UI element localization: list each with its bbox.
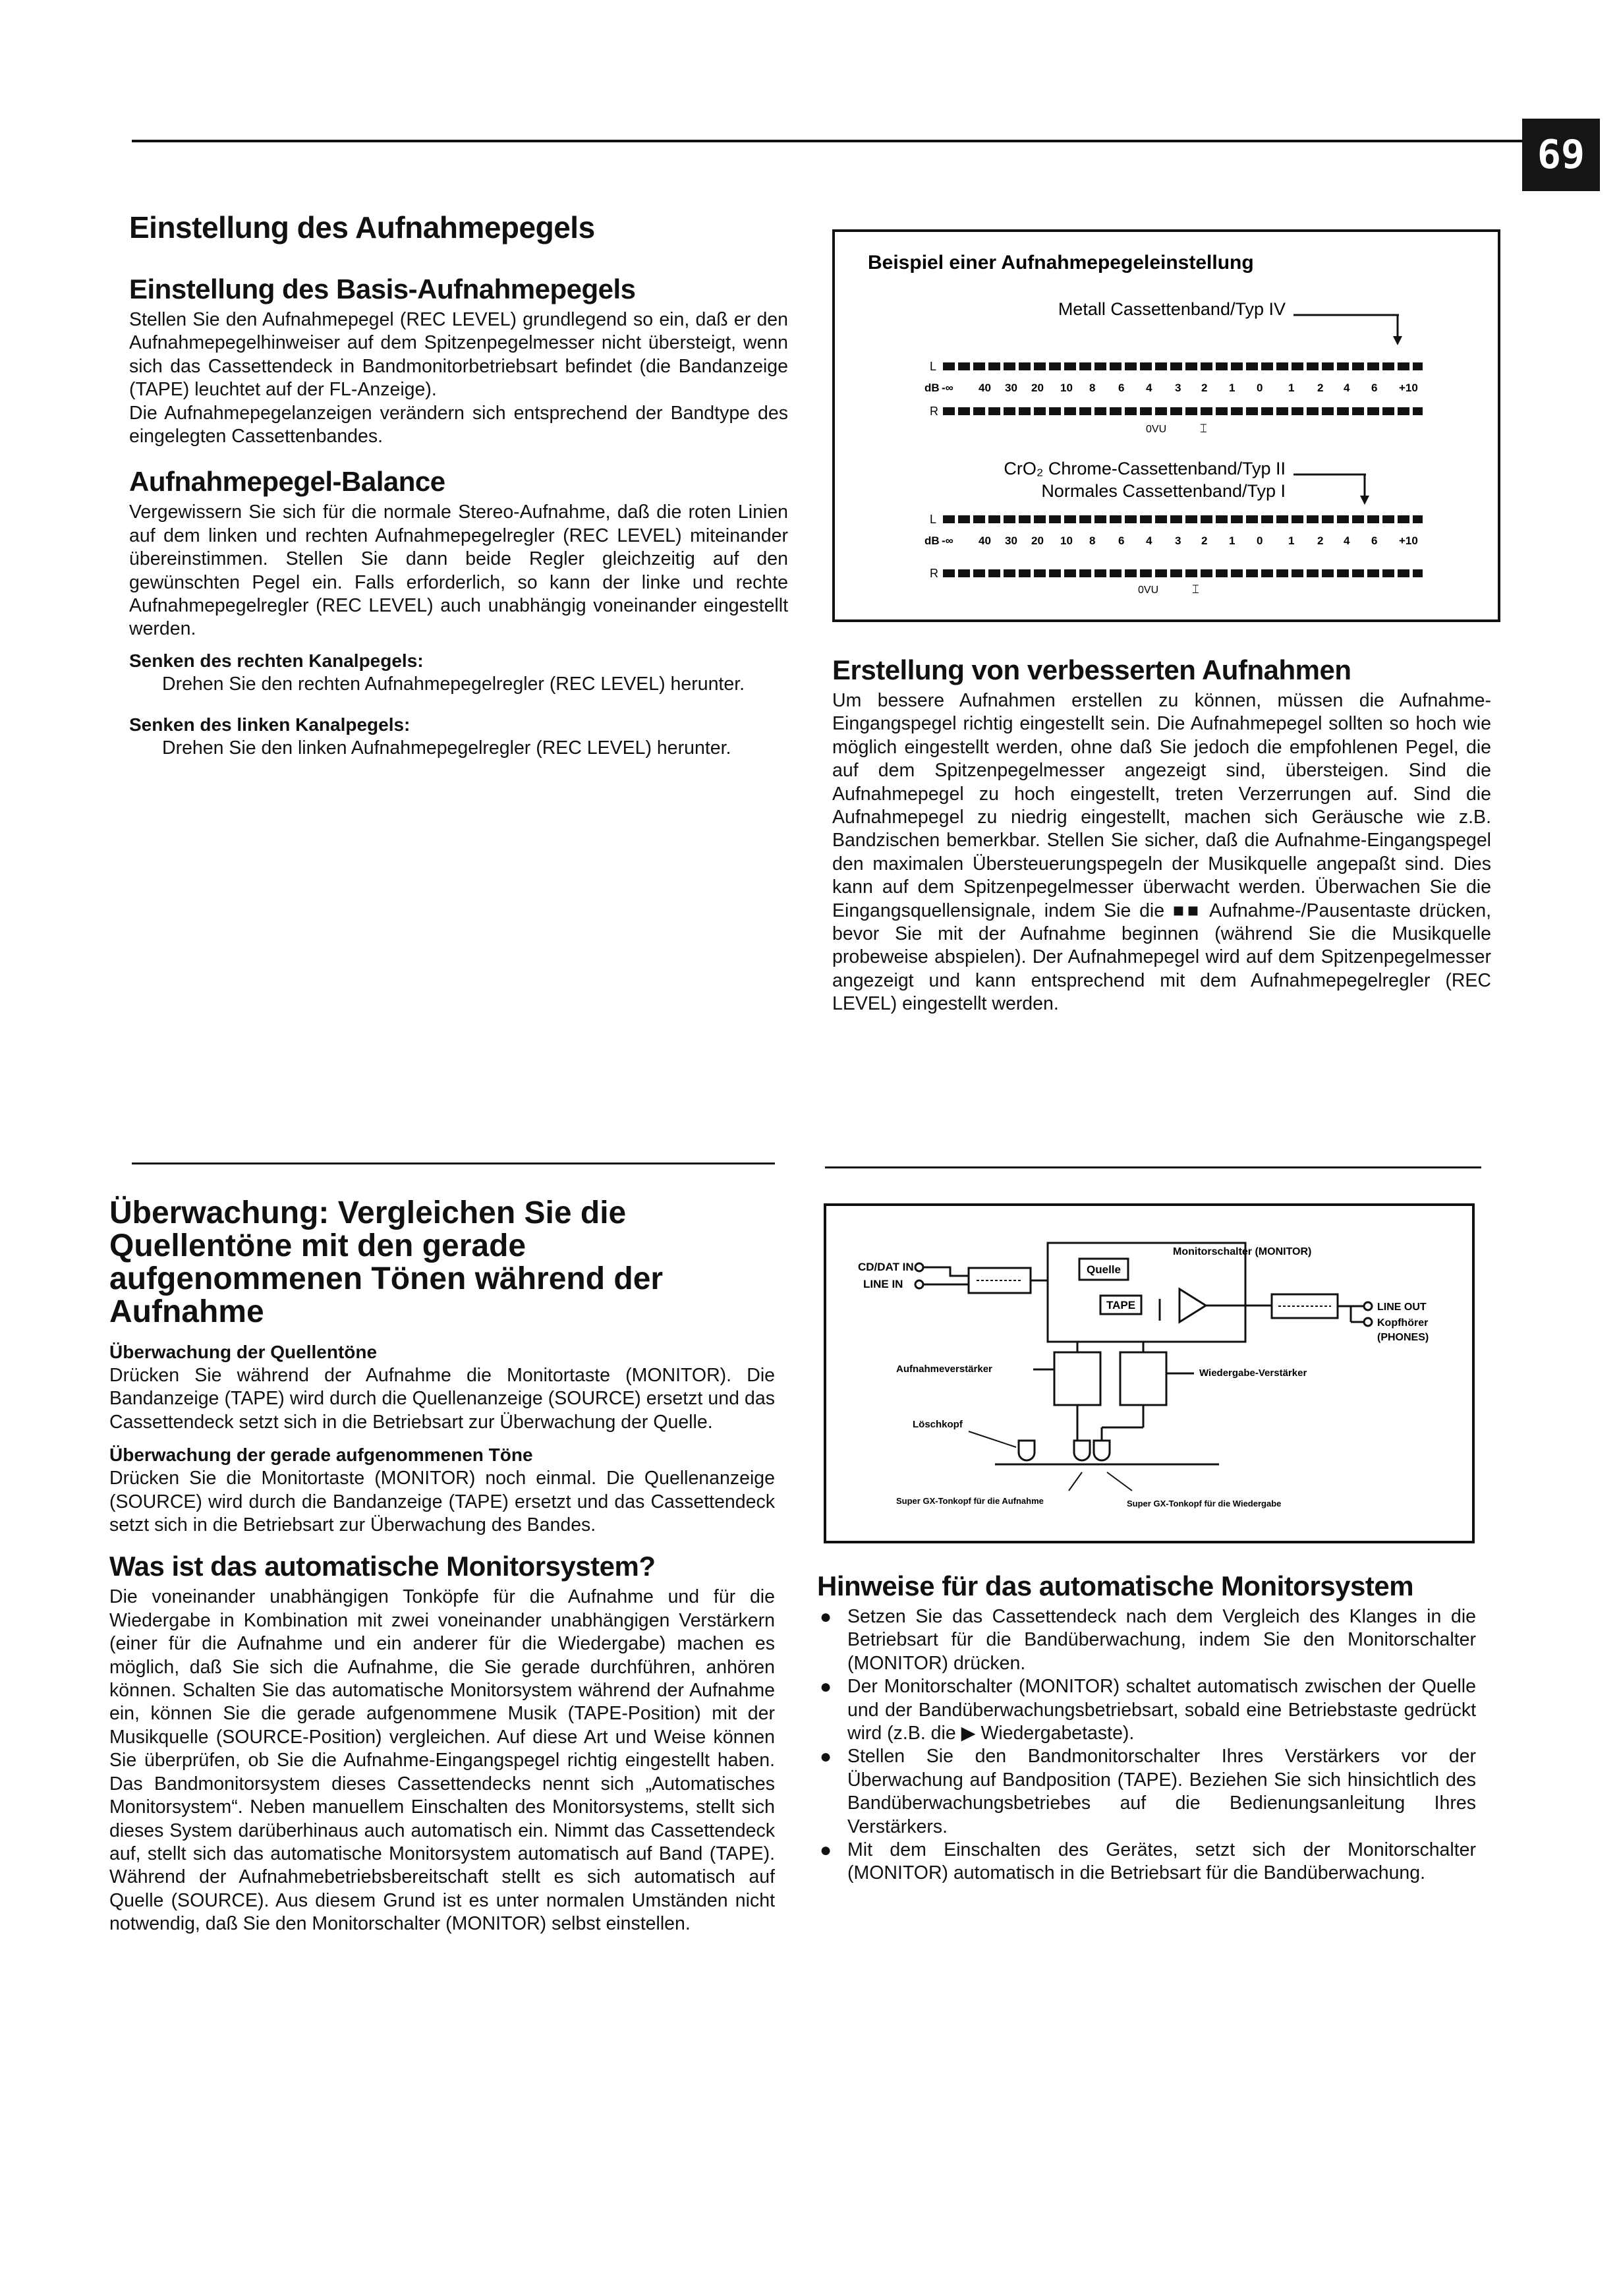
svg-text:4: 4 — [1146, 534, 1152, 547]
recorded-monitoring-text: Drücken Sie die Monitortaste (MONITOR) noch einmal. Die Quellenanzeige (SOURCE) wird durch die Bandanzeige (TAPE) ersetzt und das Cassettendeck setzt sich in die Betriebsart zur Überwachung des Bandes. — [109, 1468, 775, 1536]
svg-text:20: 20 — [1031, 382, 1044, 394]
svg-text:1: 1 — [1229, 382, 1236, 394]
list-item: ● Stellen Sie den Bandmonitorschalter Ihres Verstärkers vor der Überwachung auf Bandposition (TAPE). Beziehen Sie sich hinsichtlich des Bandüberwachungsbetriebes auf die Bedienungsanleitung Ihres Verstärkers. — [820, 1746, 1476, 1837]
improved-recordings-text: Um bessere Aufnahmen erstellen zu können, müssen die Aufnahme-Eingangspegel richtig eingestellt sein. Die Aufnahmepegel sollten so hoch wie möglich eingestellt werden, ohne daß Sie jedoch die empfohlenen Pegel, die auf dem Spitzenpegelmesser angezeigt sind, übersteigen. Sind die Aufnahmepegel zu hoch eingestellt, treten Verzerrungen auf. Sind die Aufnahmepegel zu niedrig eingestellt, machen sich Geräusche wie z.B. Bandzischen bemerkbar. Stellen Sie sicher, daß die Aufnahme-Eingangspegel den maximalen Übersteuerungspegeln der Musikquelle angepaßt sind. Dies kann auf dem Spitzenpegelmesser überwacht werden. Überwachen Sie die Eingangsquellensignale, indem Sie die ■■ Aufnahme-/Pausentaste drücken, bevor Sie mit der Aufnahme beginnen (während Sie die Musikquelle probeweise abspielen). Der Aufnahmepegel wird auf dem Spitzenpegelmesser angezeigt und kann entsprechend mit dem Aufnahmepegelregler (REC LEVEL) eingestellt werden. — [832, 690, 1491, 1015]
meter1-channel-l: L — [930, 360, 937, 373]
section-monitoring — [109, 1197, 775, 1936]
heading-basic-level: Einstellung des Basis-Aufnahmepegels — [129, 273, 636, 304]
svg-text:-∞: -∞ — [942, 382, 953, 394]
list-item: ● Setzen Sie das Cassettendeck nach dem Vergleich des Klanges in die Betriebsart für die Bandüberwachung, indem Sie den Monitorschalter (MONITOR) drücken. — [820, 1606, 1476, 1674]
balance-paragraph: Vergewissern Sie sich für die normale Stereo-Aufnahme, daß die roten Linien auf dem linken und rechten Aufnahmepegelregler (REC LEVEL) miteinander übereinstimmen. Stellen Sie dann beide Regler gleichzeitig auf den gewünschten Pegel ein. Falls erforderlich, so kann der linke und rechte Aufnahmepegelregler (REC LEVEL) auch unabhängig voneinander eingestellt werden. — [129, 502, 788, 640]
auto-monitor-text: Die voneinander unabhängigen Tonköpfe für die Aufnahme und für die Wiedergabe in Kombination mit zwei voneinander unabhängigen Verstärkern (einer für die Aufnahme und ein anderer für die Wiedergabe) machen es möglich, daß Sie sich die Aufnahme, die Sie gerade durchführen, anhören können. Schalten Sie das automatische Monitorsystem während der Aufnahme ein, können Sie die gerade aufgenommene Musik (TAPE-Position) mit der Musikquelle (SOURCE-Position) vergleichen. Auf diese Art und Weise können Sie überprüfen, ob Sie die Aufnahme-Eingangspegel richtig eingestellt haben. Das Bandmonitorsystem dieses Cassettendecks nennt sich „Automatisches Monitorsystem“. Neben manuellem Einschalten des Monitorsystems, stellt sich dieses System darüberhinaus auch automatisch ein. Nimmt das Cassettendeck auf, stellt sich das automatische Monitorsystem automatisch auf Band (TAPE). Während der Aufnahmebetriebsbereitschaft stellt es sich automatisch auf Quelle (SOURCE). Aus diesem Grund ist es unter normalen Umständen nicht notwendig, daß Sie den Monitorschalter (MONITOR) selbst einstellen. — [109, 1586, 775, 1935]
heading-improved-recordings: Erstellung von verbesserten Aufnahmen — [832, 654, 1351, 685]
meter2-label-2: Normales Cassettenband/Typ I — [1041, 481, 1286, 501]
svg-text:2: 2 — [1201, 534, 1208, 547]
svg-text:0: 0 — [1257, 382, 1263, 394]
section-auto-monitor-notes — [817, 1570, 1476, 1885]
svg-text:4: 4 — [1344, 534, 1350, 547]
output-line-out: LINE OUT — [1377, 1302, 1427, 1313]
notes-list — [817, 1605, 1476, 1885]
svg-text:6: 6 — [1118, 534, 1125, 547]
svg-text:4: 4 — [1146, 382, 1152, 394]
erase-head-label: Löschkopf — [913, 1419, 963, 1430]
list-item: ● Mit dem Einschalten des Gerätes, setzt sich der Monitorschalter (MONITOR) automatisch in die Betriebsart für die Bandüberwachung. — [820, 1839, 1476, 1884]
svg-text:2: 2 — [1317, 534, 1324, 547]
section-improved-recordings — [832, 654, 1491, 1016]
svg-text:3: 3 — [1175, 534, 1181, 547]
basic-level-paragraph-1: Stellen Sie den Aufnahmepegel (REC LEVEL) grundlegend so ein, daß er den Aufnahmepegelhinweiser auf dem Spitzenpegelmesser nicht übersteigt, wenn sich das Cassettendeck in Bandmonitorbetriebsart befindet (die Bandanzeige (TAPE) leuchtet auf der FL-Anzeige). — [129, 309, 788, 401]
svg-text:8: 8 — [1089, 382, 1096, 394]
meter2-label-1: CrO₂ Chrome-Cassettenband/Typ II — [1004, 459, 1286, 478]
svg-text:6: 6 — [1118, 382, 1125, 394]
meter2-marker-icon: ⌶ — [1192, 583, 1199, 596]
bullet-icon: ● — [820, 1676, 832, 1698]
section-recording-level — [129, 210, 788, 761]
meter1-marker-icon: ⌶ — [1200, 422, 1207, 435]
input-cd-dat: CD/DAT IN — [858, 1261, 914, 1273]
play-amp-label: Wiedergabe-Verstärker — [1199, 1367, 1307, 1379]
svg-text:+10: +10 — [1399, 534, 1418, 547]
divider-left — [132, 1162, 775, 1164]
svg-text:dB: dB — [924, 382, 940, 394]
section-title-recording-level: Einstellung des Aufnahmepegels — [129, 210, 595, 244]
erase-head-icon — [1019, 1441, 1035, 1460]
svg-text:+10: +10 — [1399, 382, 1418, 394]
heading-recorded-monitoring: Überwachung der gerade aufgenommenen Töne — [109, 1445, 533, 1466]
svg-text:1: 1 — [1229, 534, 1236, 547]
divider-right — [825, 1166, 1481, 1168]
svg-text:6: 6 — [1371, 382, 1378, 394]
bullet-icon: ● — [820, 1746, 832, 1768]
bullet-icon: ● — [820, 1839, 832, 1862]
svg-text:3: 3 — [1175, 382, 1181, 394]
heading-lower-left: Senken des linken Kanalpegels: — [129, 714, 411, 735]
monitor-switch-label: Monitorschalter (MONITOR) — [1173, 1246, 1312, 1257]
header-rule — [132, 140, 1523, 142]
svg-text:dB: dB — [924, 534, 940, 547]
svg-text:40: 40 — [979, 382, 991, 394]
heading-level-balance: Aufnahmepegel-Balance — [129, 466, 445, 498]
meter2-zero-vu: 0VU — [1138, 585, 1159, 596]
svg-text:8: 8 — [1089, 534, 1096, 547]
play-head-label: Super GX-Tonkopf für die Wiedergabe — [1127, 1499, 1282, 1508]
svg-text:0: 0 — [1257, 534, 1263, 547]
output-phones: (PHONES) — [1377, 1332, 1429, 1343]
svg-text:10: 10 — [1060, 382, 1073, 394]
svg-text:6: 6 — [1371, 534, 1378, 547]
rec-head-icon — [1074, 1441, 1090, 1460]
svg-text:10: 10 — [1060, 534, 1073, 547]
meter2-channel-r: R — [930, 567, 938, 580]
bullet-icon: ● — [820, 1606, 832, 1628]
meter1-scale — [924, 382, 1418, 394]
play-head-icon — [1094, 1441, 1110, 1460]
source-monitoring-text: Drücken Sie während der Aufnahme die Monitortaste (MONITOR). Die Bandanzeige (TAPE) wird durch die Quellenanzeige (SOURCE) ersetzt und das Cassettendeck setzt sich in die Betriebsart zur Überwachung der Quelle. — [109, 1365, 775, 1433]
svg-text:20: 20 — [1031, 534, 1044, 547]
output-headphones: Kopfhörer — [1377, 1317, 1429, 1329]
meter1-zero-vu: 0VU — [1146, 424, 1167, 435]
heading-lower-right: Senken des rechten Kanalpegels: — [129, 650, 424, 671]
tape-box-label: TAPE — [1106, 1299, 1136, 1311]
svg-text:30: 30 — [1005, 534, 1017, 547]
rec-amp-label: Aufnahmeverstärker — [896, 1363, 992, 1375]
list-item: ● Der Monitorschalter (MONITOR) schaltet automatisch zwischen der Quelle und der Bandüberwachungsbetriebsart, sobald eine Betriebstaste gedrückt wird (z.B. die ▶ Wiedergabetaste). — [820, 1676, 1476, 1744]
lower-left-text: Drehen Sie den linken Aufnahmepegelregler (REC LEVEL) herunter. — [162, 737, 731, 759]
source-box-label: Quelle — [1087, 1263, 1121, 1276]
lower-right-text: Drehen Sie den rechten Aufnahmepegelregler (REC LEVEL) herunter. — [162, 673, 745, 695]
svg-text:4: 4 — [1344, 382, 1350, 394]
heading-auto-monitor: Was ist das automatische Monitorsystem? — [109, 1551, 656, 1582]
meter-figure-title: Beispiel einer Aufnahmepegeleinstellung — [868, 252, 1254, 273]
meter2-channel-l: L — [930, 513, 937, 526]
page-number: 69 — [1522, 119, 1600, 191]
svg-text:2: 2 — [1201, 382, 1208, 394]
svg-text:40: 40 — [979, 534, 991, 547]
meter1-label: Metall Cassettenband/Typ IV — [1058, 299, 1286, 319]
svg-text:2: 2 — [1317, 382, 1324, 394]
monitor-block-diagram — [824, 1203, 1475, 1546]
heading-source-monitoring: Überwachung der Quellentöne — [109, 1342, 378, 1362]
rec-head-label: Super GX-Tonkopf für die Aufnahme — [896, 1496, 1044, 1506]
heading-auto-monitor-notes: Hinweise für das automatische Monitorsystem — [817, 1570, 1414, 1601]
level-meter-figure — [832, 229, 1501, 623]
basic-level-paragraph-2: Die Aufnahmepegelanzeigen verändern sich entsprechend der Bandtype des eingelegten Cassettenbandes. — [129, 402, 788, 447]
svg-text:30: 30 — [1005, 382, 1017, 394]
svg-text:1: 1 — [1288, 534, 1295, 547]
svg-text:-∞: -∞ — [942, 534, 953, 547]
meter2-scale — [924, 534, 1418, 547]
input-line: LINE IN — [863, 1278, 903, 1290]
svg-text:1: 1 — [1288, 382, 1295, 394]
meter1-channel-r: R — [930, 405, 938, 418]
monitoring-title: Überwachung: Vergleichen Sie die Quellentöne mit den gerade aufgenommenen Tönen während der Aufnahme — [109, 1195, 664, 1329]
